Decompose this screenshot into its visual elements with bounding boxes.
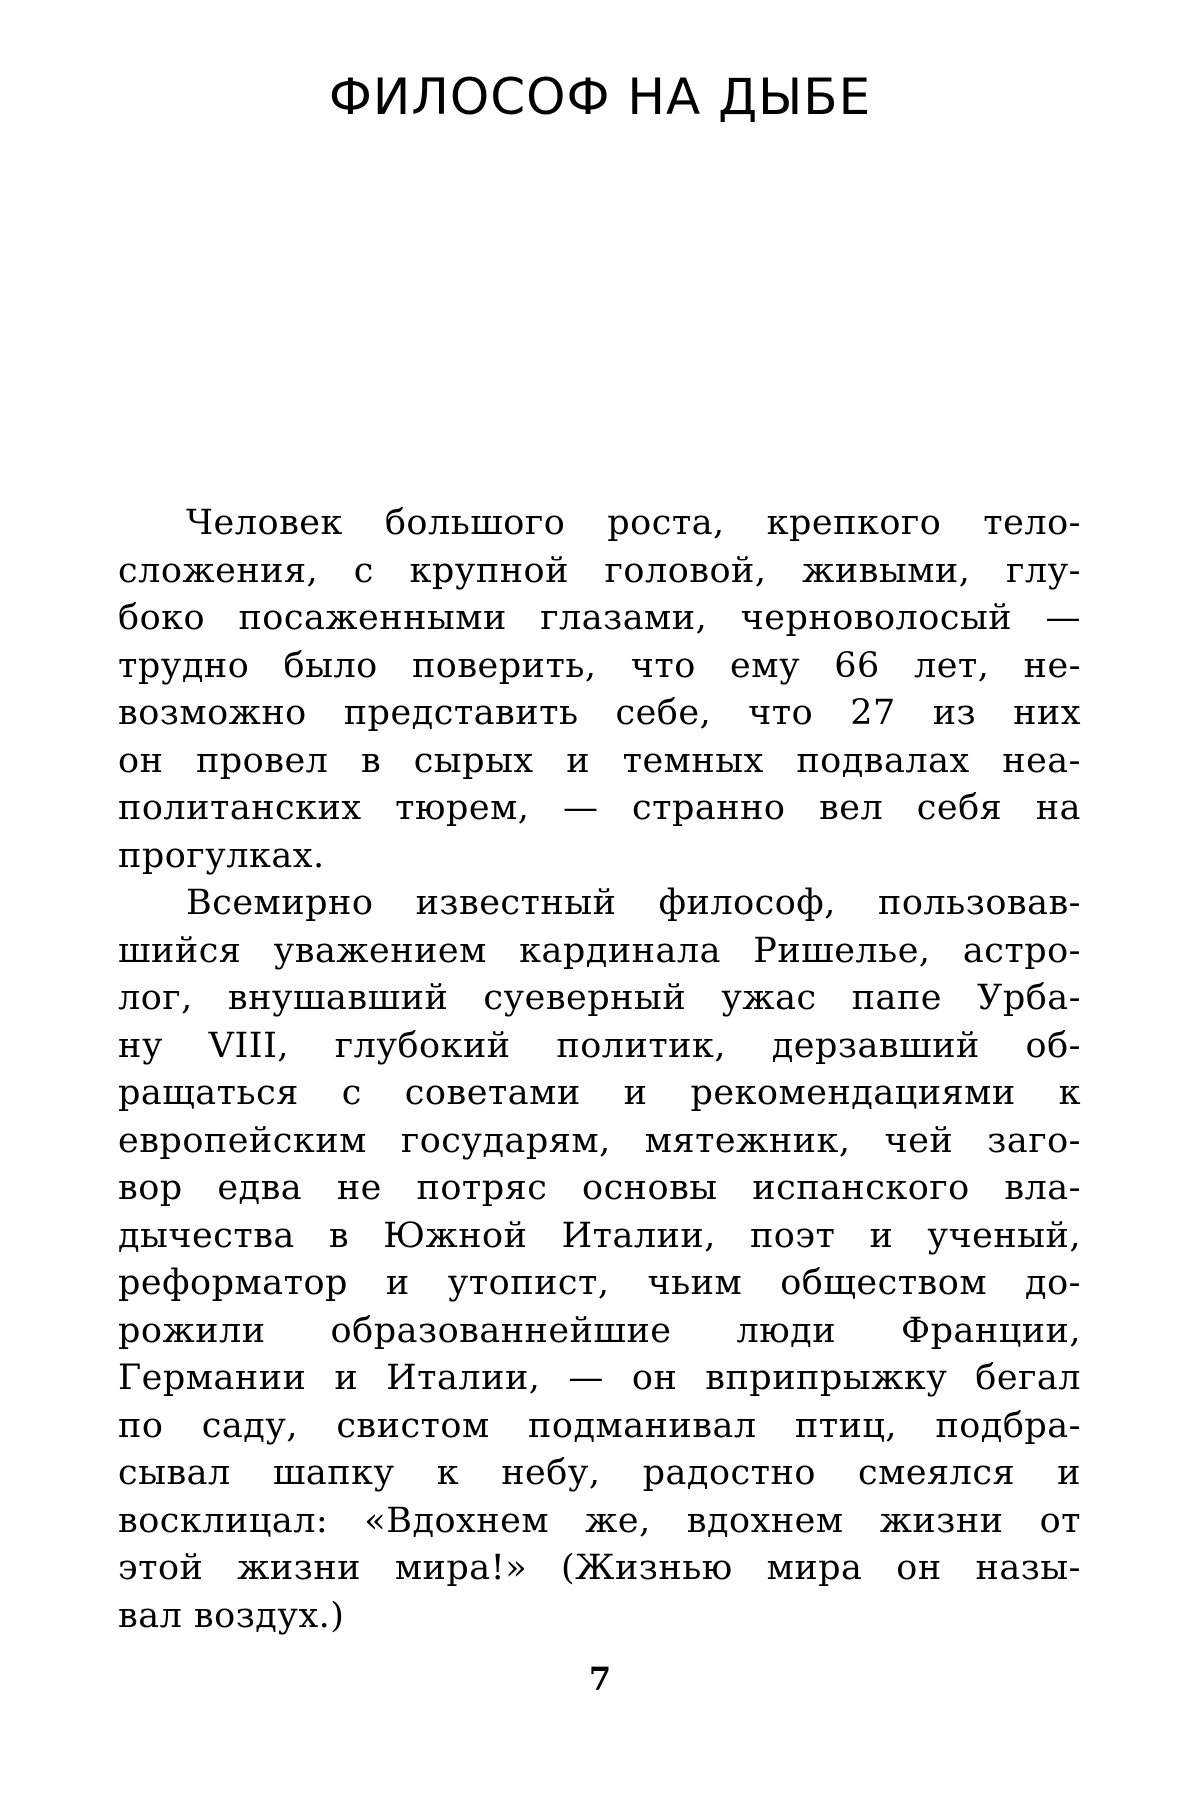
text-line: восклицал: «Вдохнем же, вдохнем жизни от (118, 1500, 1081, 1541)
paragraph-2 (118, 880, 1081, 1640)
text-line: Германии и Италии, — он вприпрыжку бегал (118, 1358, 1081, 1398)
text-line: Всемирно известный философ, пользовав- (186, 883, 1081, 923)
text-line: Человек большого роста, крепкого тело- (186, 503, 1081, 543)
text-line: возможно представить себе, что 27 из них (118, 693, 1081, 733)
text-line: по саду, свистом подманивал птиц, подбра- (118, 1405, 1081, 1446)
text-line: лог, внушавший суеверный ужас папе Урба- (118, 978, 1081, 1018)
text-line: вор едва не потряс основы испанского вла- (118, 1168, 1081, 1208)
text-line: реформатор и утопист, чьим обществом до- (118, 1263, 1081, 1303)
text-line: прогулках. (118, 835, 325, 876)
text-line: политанских тюрем, — странно вел себя на (118, 788, 1081, 828)
text-line: ращаться с советами и рекомендациями к (118, 1073, 1081, 1113)
text-line: вал воздух.) (118, 1595, 345, 1636)
text-line: боко посаженными глазами, черноволосый — (118, 598, 1081, 638)
body-text (118, 500, 1081, 1640)
text-line: шийся уважением кардинала Ришелье, астро- (118, 930, 1081, 971)
text-line: ну VIII, глубокий политик, дерзавший об- (118, 1025, 1081, 1066)
text-line: трудно было поверить, что ему 66 лет, не- (118, 645, 1081, 686)
text-line: европейским государям, мятежник, чей заго- (118, 1120, 1081, 1161)
text-line: дычества в Южной Италии, поэт и ученый, (118, 1215, 1081, 1256)
text-line: сывал шапку к небу, радостно смеялся и (118, 1453, 1081, 1493)
paragraph-1 (118, 500, 1081, 880)
page-number: 7 (588, 1660, 612, 1698)
text-line: сложения, с крупной головой, живыми, глу- (118, 550, 1081, 591)
text-line: этой жизни мира!» (Жизнью мира он назы- (118, 1548, 1081, 1588)
text-line: рожили образованнейшие люди Франции, (118, 1310, 1081, 1351)
chapter-title: ФИЛОСОФ НА ДЫБЕ (328, 68, 872, 126)
text-line: он провел в сырых и темных подвалах неа- (118, 740, 1081, 781)
